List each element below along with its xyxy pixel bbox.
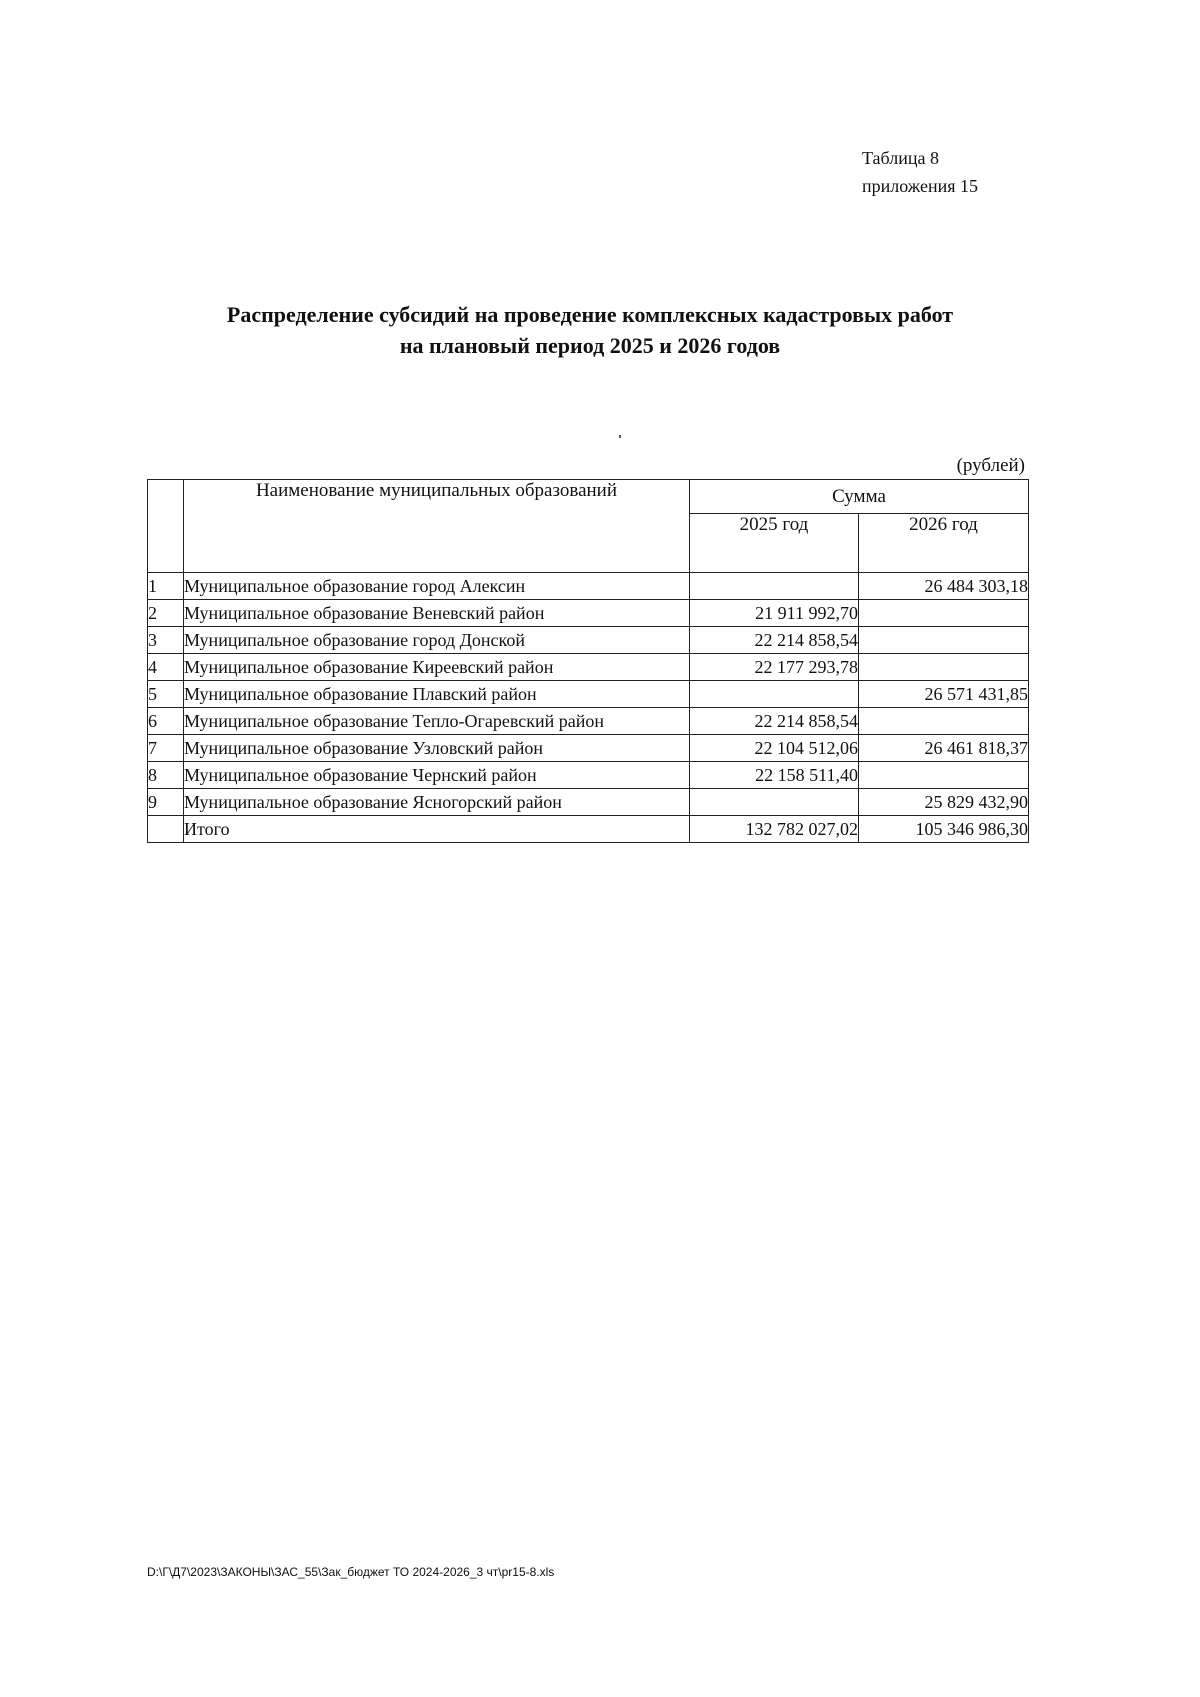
table-row (148, 573, 1029, 600)
header-sum: Сумма (690, 480, 1029, 514)
appendix-number: приложения 15 (862, 176, 979, 196)
scan-speck (619, 435, 621, 438)
row-name: Муниципальное образование город Алексин (184, 573, 690, 600)
row-number: 9 (148, 789, 184, 816)
row-number: 4 (148, 654, 184, 681)
table-row (148, 654, 1029, 681)
subsidy-table (147, 479, 1029, 843)
row-value-2026: 26 571 431,85 (859, 681, 1029, 708)
row-value-2026 (859, 627, 1029, 654)
table-number: Таблица 8 (862, 148, 939, 168)
row-value-2025: 22 214 858,54 (690, 708, 859, 735)
table-row (148, 708, 1029, 735)
row-value-2026: 25 829 432,90 (859, 789, 1029, 816)
header-number (148, 480, 184, 573)
row-name: Муниципальное образование Узловский район (184, 735, 690, 762)
title-line-1: Распределение субсидий на проведение комплексных кадастровых работ (226, 302, 954, 327)
row-value-2025: 22 104 512,06 (690, 735, 859, 762)
row-value-2026 (859, 762, 1029, 789)
row-name: Муниципальное образование Плавский район (184, 681, 690, 708)
table-row (148, 627, 1029, 654)
row-value-2026 (859, 600, 1029, 627)
row-name: Муниципальное образование Чернский район (184, 762, 690, 789)
row-name: Муниципальное образование Веневский район (184, 600, 690, 627)
row-number: 2 (148, 600, 184, 627)
row-value-2025: 21 911 992,70 (690, 600, 859, 627)
row-value-2026 (859, 654, 1029, 681)
total-number (148, 816, 184, 843)
table-row (148, 762, 1029, 789)
row-value-2025: 22 214 858,54 (690, 627, 859, 654)
table-row (148, 681, 1029, 708)
header-year-2026: 2026 год (859, 514, 1029, 573)
total-label: Итого (184, 816, 690, 843)
row-name: Муниципальное образование Киреевский район (184, 654, 690, 681)
row-value-2025 (690, 681, 859, 708)
document-title (140, 299, 1040, 361)
file-path: D:\Г\Д7\2023\ЗАКОНЫ\ЗАС_55\Зак_бюджет ТО 2024-2026_3 чт\pr15-8.xls (147, 1565, 555, 1579)
row-value-2025: 22 177 293,78 (690, 654, 859, 681)
row-number: 3 (148, 627, 184, 654)
table-row (148, 600, 1029, 627)
row-value-2026: 26 461 818,37 (859, 735, 1029, 762)
header-year-2025: 2025 год (690, 514, 859, 573)
table-row (148, 789, 1029, 816)
row-value-2025 (690, 573, 859, 600)
row-number: 1 (148, 573, 184, 600)
row-value-2025: 22 158 511,40 (690, 762, 859, 789)
total-value-2026: 105 346 986,30 (859, 816, 1029, 843)
row-number: 8 (148, 762, 184, 789)
total-value-2025: 132 782 027,02 (690, 816, 859, 843)
row-number: 7 (148, 735, 184, 762)
table-reference (862, 144, 978, 200)
row-value-2025 (690, 789, 859, 816)
row-number: 6 (148, 708, 184, 735)
row-number: 5 (148, 681, 184, 708)
header-name: Наименование муниципальных образований (184, 480, 690, 573)
title-line-2: на плановый период 2025 и 2026 годов (399, 333, 781, 358)
total-row (148, 816, 1029, 843)
row-value-2026 (859, 708, 1029, 735)
table-row (148, 735, 1029, 762)
row-name: Муниципальное образование Тепло-Огаревский район (184, 708, 690, 735)
units-label: (рублей) (956, 455, 1025, 476)
row-name: Муниципальное образование Ясногорский район (184, 789, 690, 816)
row-value-2026: 26 484 303,18 (859, 573, 1029, 600)
row-name: Муниципальное образование город Донской (184, 627, 690, 654)
